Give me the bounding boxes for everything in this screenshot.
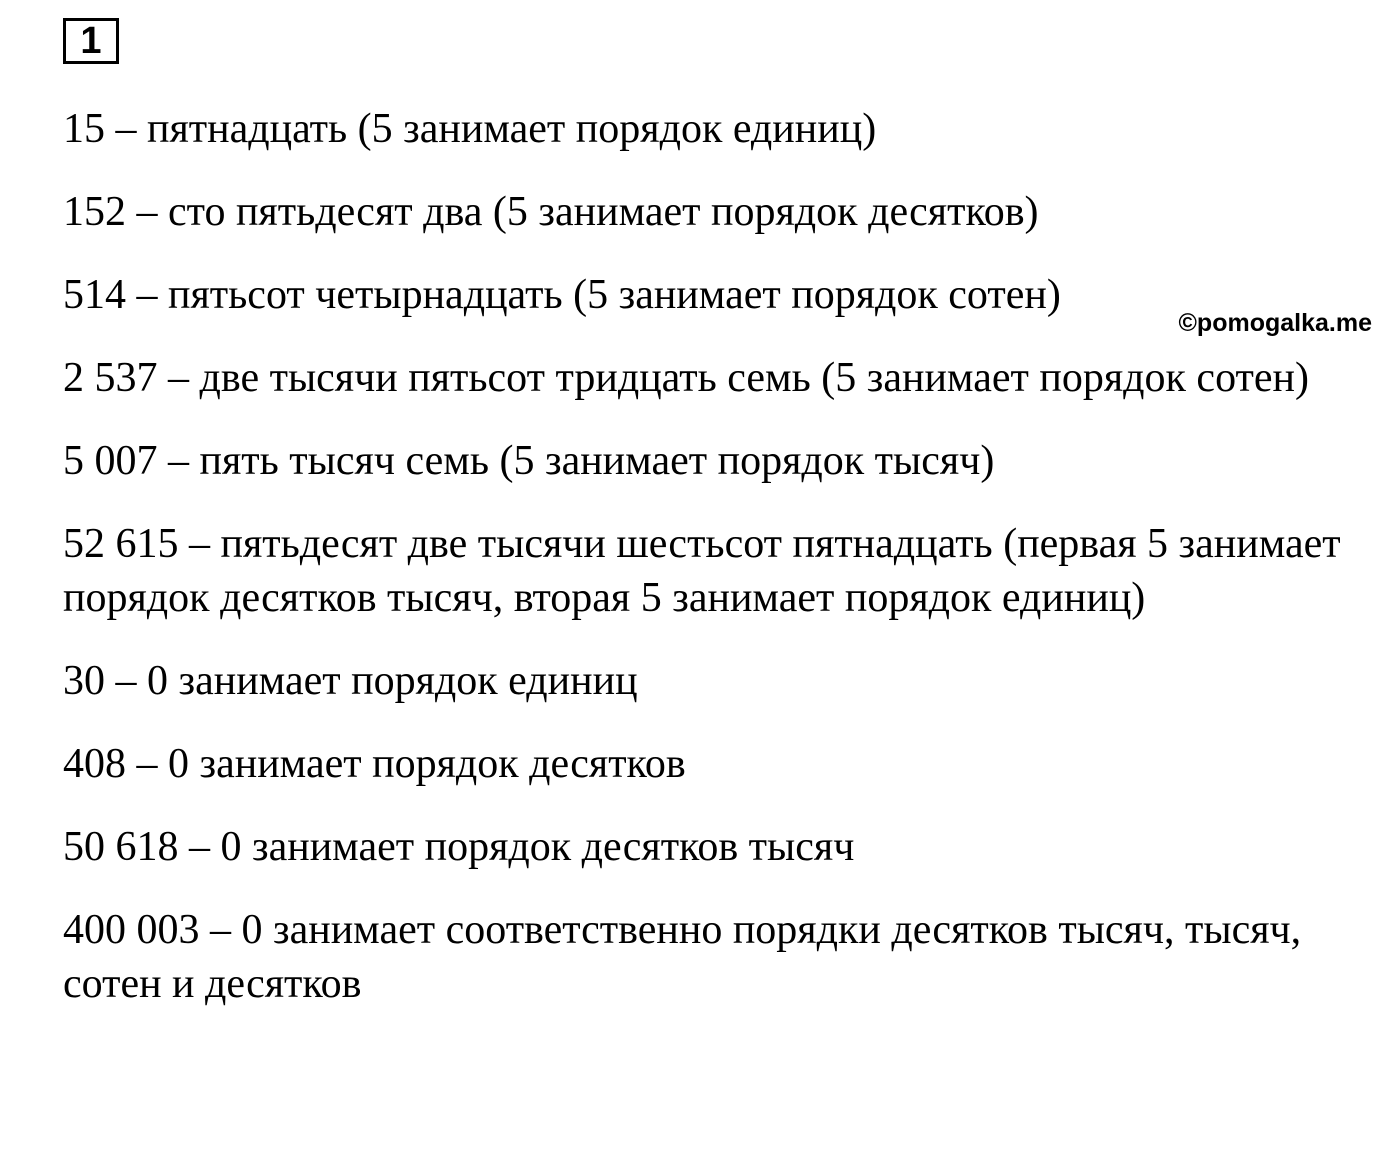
answer-line-9: 50 618 – 0 занимает порядок десятков тысяч: [63, 824, 855, 870]
answer-line-7: 30 – 0 занимает порядок единиц: [63, 658, 638, 704]
answer-line-4: 2 537 – две тысячи пятьсот тридцать семь (5 занимает порядок сотен): [63, 355, 1309, 401]
answer-line-10: 400 003 – 0 занимает соответственно порядки десятков тысяч, тысяч, сотен и десятков: [63, 907, 1302, 1007]
answer-line-2: 152 – сто пятьдесят два (5 занимает порядок десятков): [63, 189, 1039, 235]
answer-line-1: 15 – пятнадцать (5 занимает порядок единиц): [63, 106, 877, 152]
answer-line-3: 514 – пятьсот четырнадцать (5 занимает порядок сотен): [63, 272, 1061, 318]
watermark-text: ©pomogalka.me: [1178, 309, 1372, 337]
answer-line-8: 408 – 0 занимает порядок десятков: [63, 741, 686, 787]
answer-list: [63, 102, 1363, 1040]
answer-line-6: 52 615 – пятьдесят две тысячи шестьсот пятнадцать (первая 5 занимает порядок десятков тысяч, вторая 5 занимает порядок единиц): [63, 521, 1341, 621]
answer-line-5: 5 007 – пять тысяч семь (5 занимает порядок тысяч): [63, 438, 995, 484]
task-number-box: 1: [63, 18, 119, 64]
